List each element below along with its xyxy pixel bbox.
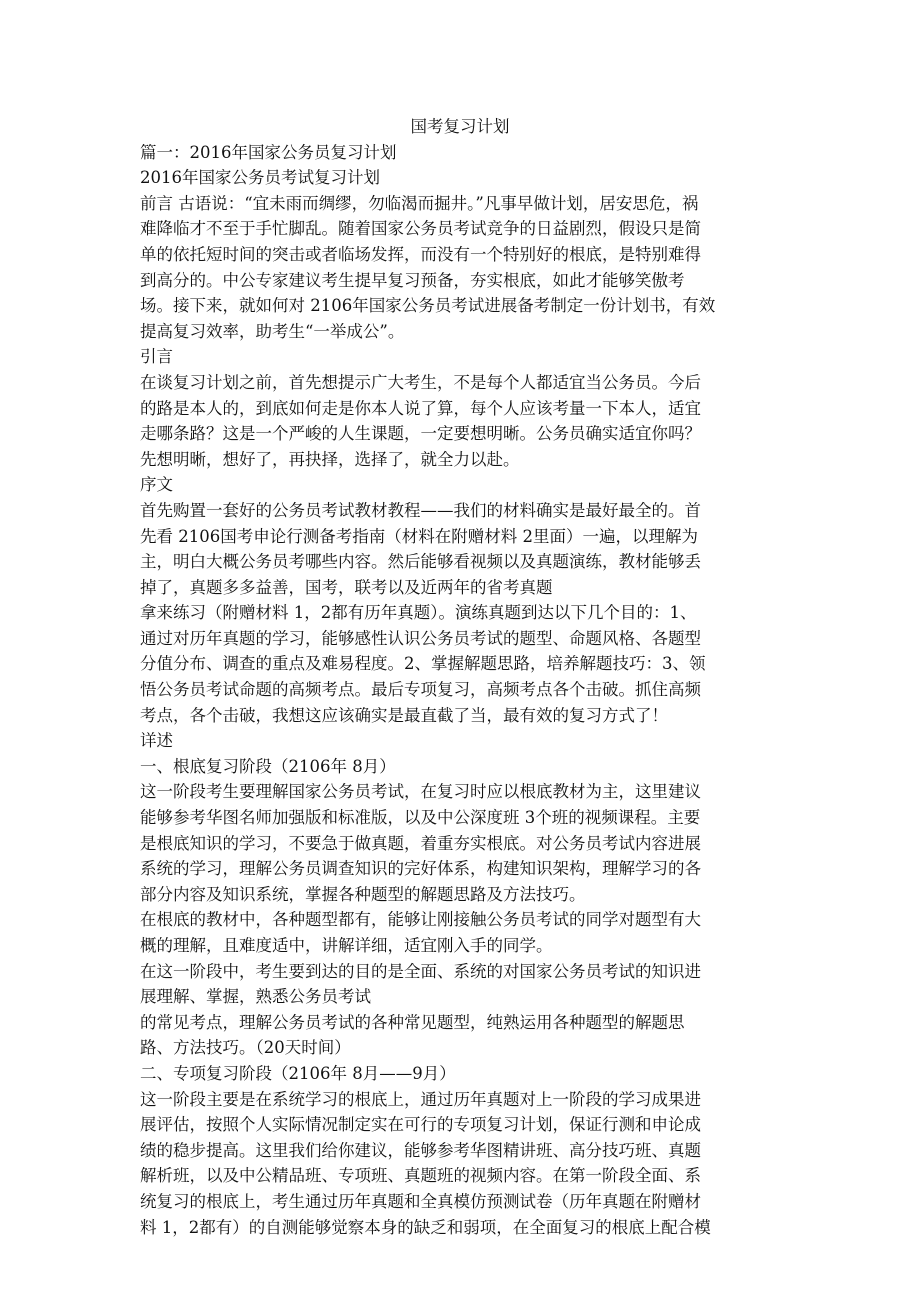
text-line: 料 1，2都有）的自测能够觉察本身的缺乏和弱项，在全面复习的根底上配合模 <box>140 1217 711 1237</box>
text-line: 是根底知识的学习，不要急于做真题，着重夯实根底。对公务员考试内容进展 <box>140 833 701 853</box>
text-line: 篇一：2016年国家公务员复习计划 <box>140 142 397 162</box>
text-line: 单的依托短时间的突击或者临场发挥，而没有一个特别好的根底，是特别难得 <box>140 244 701 264</box>
text-line: 部分内容及知识系统，掌握各种题型的解题思路及方法技巧。 <box>140 884 586 904</box>
text-line: 展评估，按照个人实际情况制定实在可行的专项复习计划，保证行测和申论成 <box>140 1115 701 1135</box>
text-line: 通过对历年真题的学习，能够感性认识公务员考试的题型、命题风格、各题型 <box>140 628 701 648</box>
text-line: 走哪条路？这是一个严峻的人生课题，一定要想明晰。公务员确实适宜你吗？ <box>140 424 701 444</box>
text-line: 详述 <box>140 731 173 751</box>
text-line: 2016年国家公务员考试复习计划 <box>140 168 380 188</box>
text-line: 考点，各个击破，我想这应该确实是最直截了当，最有效的复习方式了！ <box>140 705 668 725</box>
text-line: 难降临才不至于手忙脚乱。随着国家公务员考试竞争的日益剧烈，假设只是简 <box>140 219 701 239</box>
text-line: 概的理解，且难度适中，讲解详细，适宜刚入手的同学。 <box>140 936 553 955</box>
document-title: 国考复习计划 <box>410 117 510 136</box>
text-line: 到高分的。中公专家建议考生提早复习预备，夯实根底，如此才能够笑傲考 <box>140 270 685 290</box>
text-line: 先想明晰，想好了，再抉择，选择了，就全力以赴。 <box>140 449 520 469</box>
text-line: 分值分布、调查的重点及难易程度。2、掌握解题思路，培养解题技巧：3、领 <box>140 654 706 674</box>
text-line: 提高复习效率，助考生“一举成公”。 <box>140 321 405 341</box>
text-line: 首先购置一套好的公务员考试教材教程——我们的材料确实是最好最全的。首 <box>140 500 701 520</box>
document-page <box>140 114 780 1240</box>
text-line: 这一阶段主要是在系统学习的根底上，通过历年真题对上一阶段的学习成果进 <box>140 1089 701 1109</box>
text-line: 这一阶段考生要理解国家公务员考试，在复习时应以根底教材为主，这里建议 <box>140 782 701 802</box>
text-line: 路、方法技巧。（20天时间） <box>140 1038 351 1058</box>
text-line: 掉了，真题多多益善，国考，联考以及近两年的省考真题 <box>140 577 553 597</box>
text-line: 在谈复习计划之前，首先想提示广大考生，不是每个人都适宜当公务员。今后 <box>140 372 701 392</box>
text-line: 统复习的根底上，考生通过历年真题和全真模仿预测试卷（历年真题在附赠材 <box>140 1191 701 1211</box>
text-line: 拿来练习（附赠材料 1，2都有历年真题）。演练真题到达以下几个目的：1、 <box>140 603 697 623</box>
text-line: 在这一阶段中，考生要到达的目的是全面、系统的对国家公务员考试的知识进 <box>140 961 701 981</box>
text-line: 前言 古语说：“宜未雨而绸缪，勿临渴而掘井。”凡事早做计划，居安思危，祸 <box>140 193 699 213</box>
text-line: 展理解、掌握，熟悉公务员考试 <box>140 987 371 1007</box>
text-line: 二、专项复习阶段（2106年 8月——9月） <box>140 1063 456 1083</box>
text-line: 先看 2106国考申论行测备考指南（材料在附赠材料 2里面）一遍，以理解为 <box>140 526 698 546</box>
text-line: 解析班，以及中公精品班、专项班、真题班的视频内容。在第一阶段全面、系 <box>140 1166 701 1186</box>
text-line: 在根底的教材中，各种题型都有，能够让刚接触公务员考试的同学对题型有大 <box>140 910 701 930</box>
text-line: 的常见考点，理解公务员考试的各种常见题型，纯熟运用各种题型的解题思 <box>140 1012 685 1032</box>
text-line: 场。接下来，就如何对 2106年国家公务员考试进展备考制定一份计划书，有效 <box>140 296 716 316</box>
text-line: 序文 <box>140 475 173 495</box>
document-body <box>140 140 780 1241</box>
text-line: 绩的稳步提高。这里我们给你建议，能够参考华图精讲班、高分技巧班、真题 <box>140 1140 701 1160</box>
text-line: 能够参考华图名师加强版和标准版，以及中公深度班 3个班的视频课程。主要 <box>140 808 701 828</box>
text-line: 系统的学习，理解公务员调查知识的完好体系，构建知识架构，理解学习的各 <box>140 859 701 879</box>
text-line: 主，明白大概公务员考哪些内容。然后能够看视频以及真题演练，教材能够丢 <box>140 552 701 572</box>
text-line: 一、根底复习阶段（2106年 8月） <box>140 756 396 776</box>
text-line: 的路是本人的，到底如何走是你本人说了算，每个人应该考量一下本人，适宜 <box>140 398 701 418</box>
text-line: 悟公务员考试命题的高频考点。最后专项复习，高频考点各个击破。抓住高频 <box>140 680 701 700</box>
text-line: 引言 <box>140 347 173 367</box>
